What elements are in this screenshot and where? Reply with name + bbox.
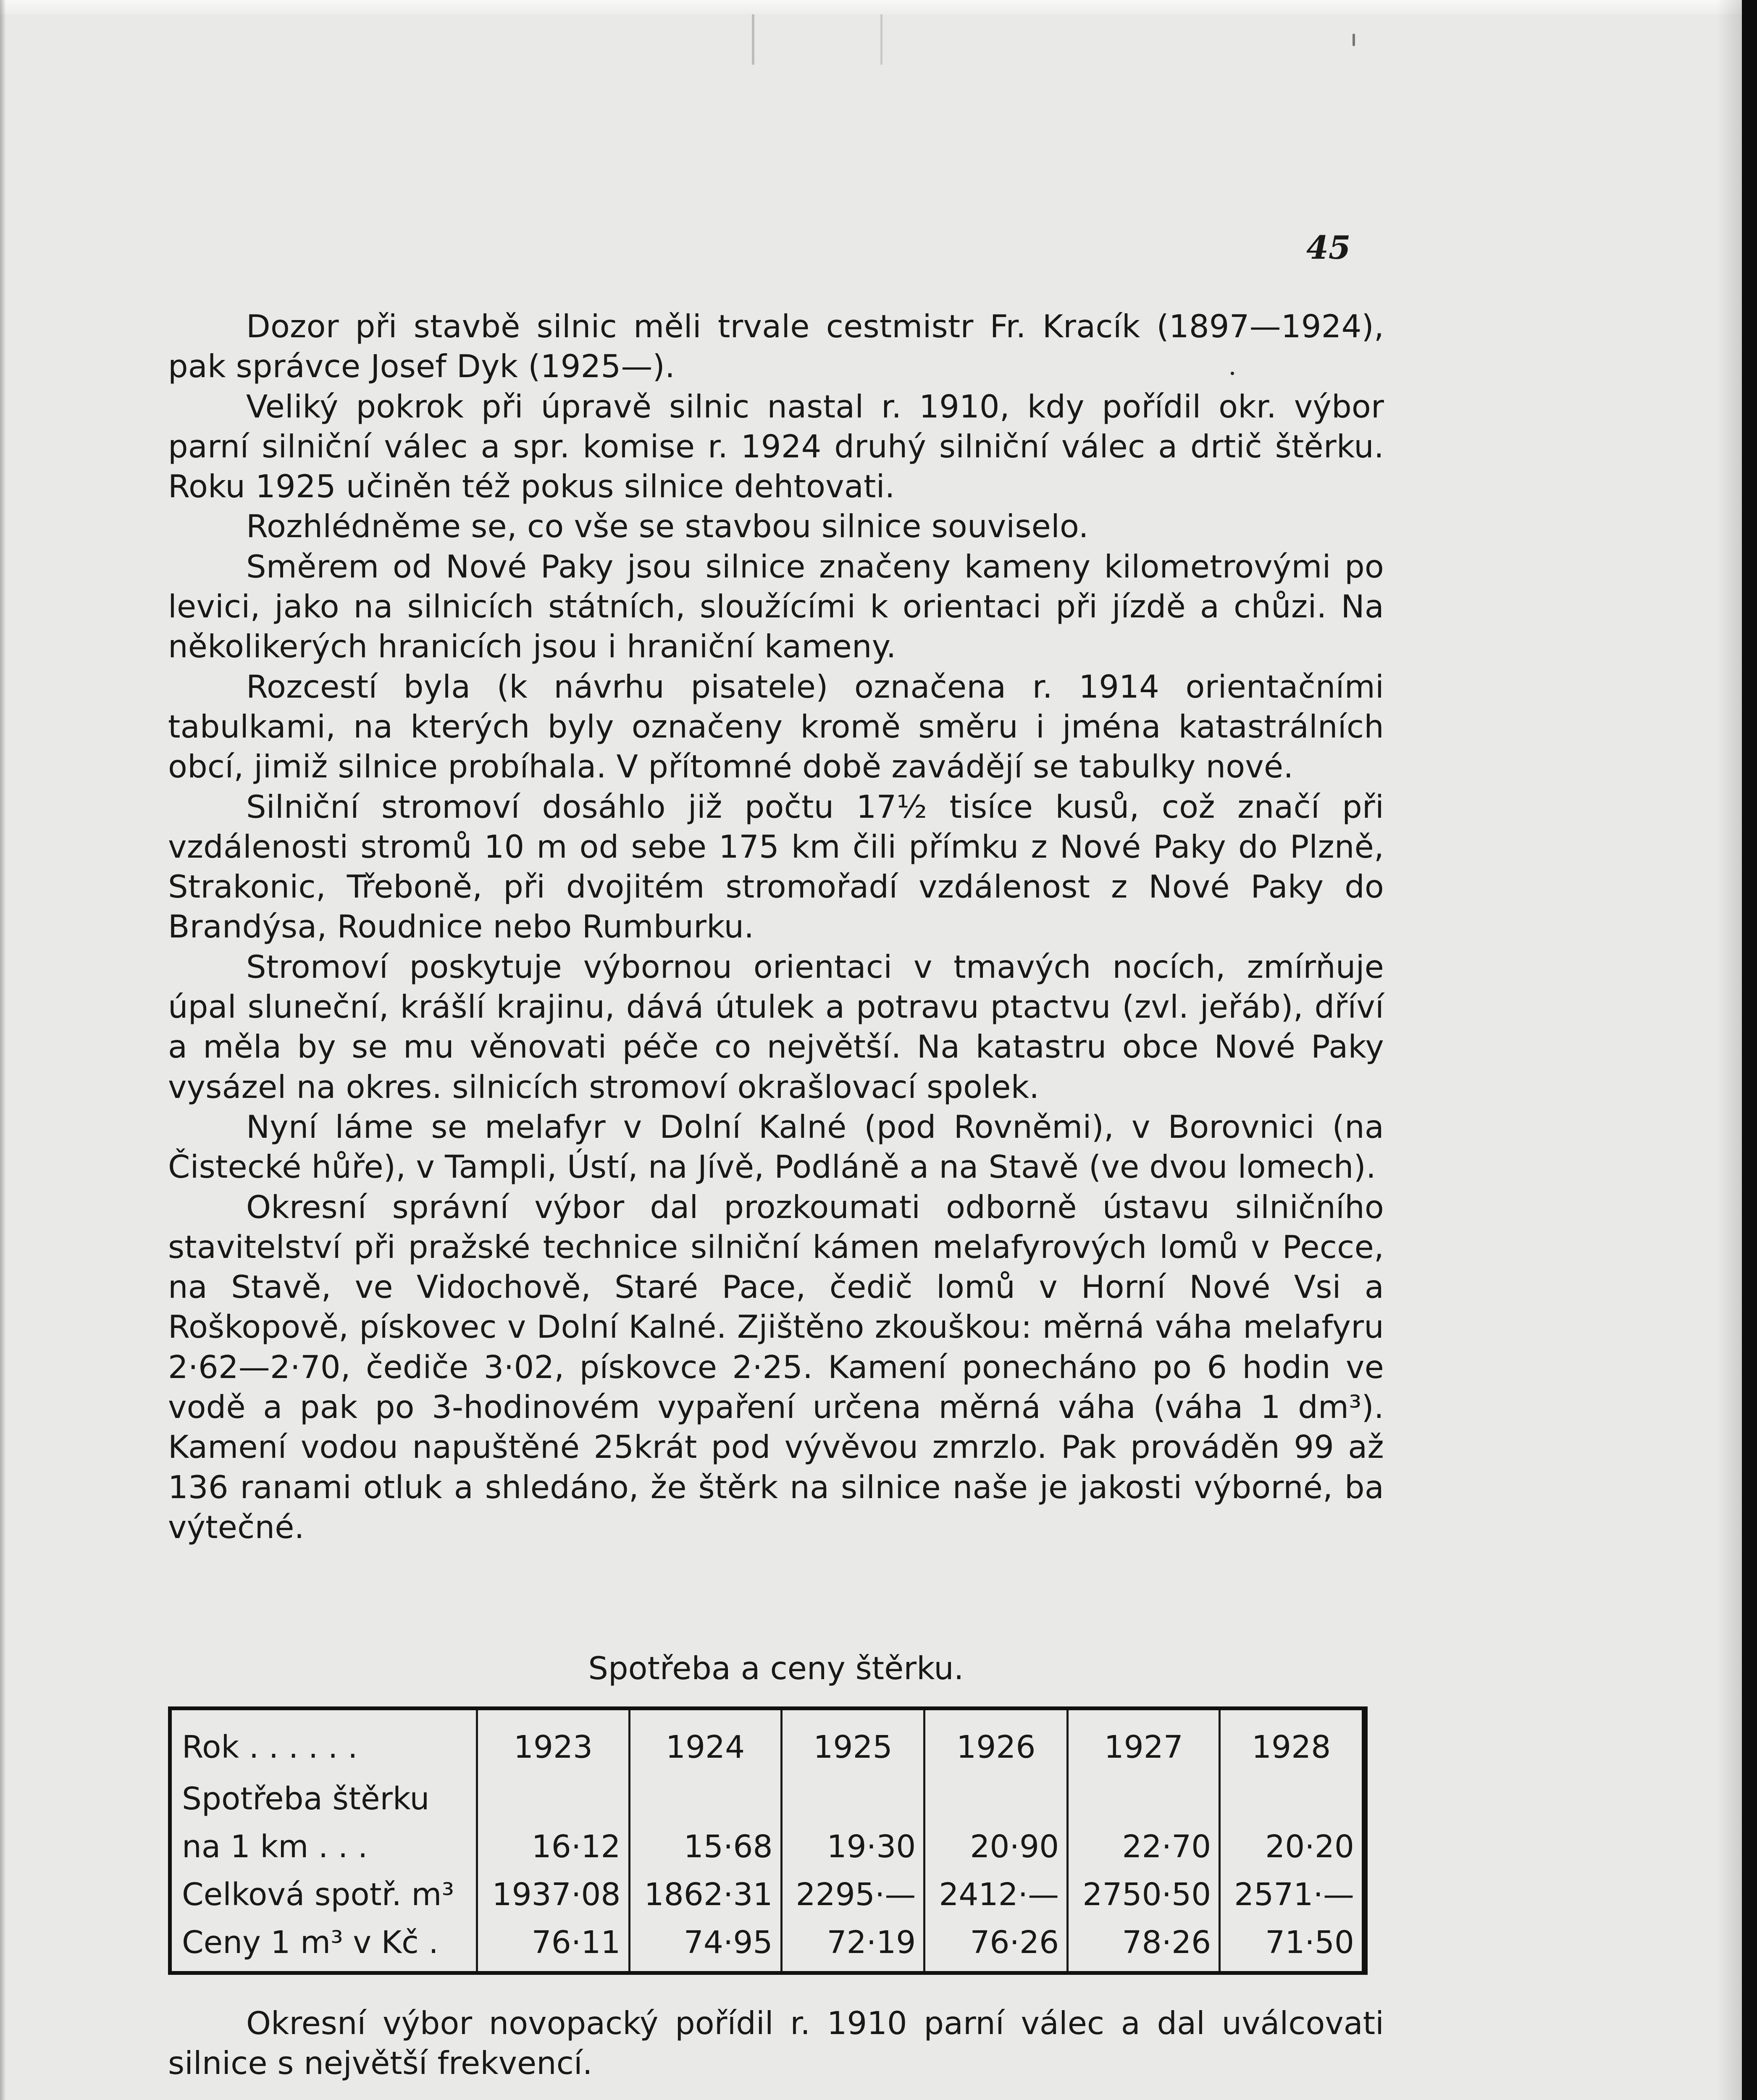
table-cell: 1862·31	[629, 1875, 781, 1923]
body-text	[168, 307, 1384, 1547]
paragraph: Okresní správní výbor dal prozkoumati odborně ústavu silničního stavitelství při pražské technice silniční kámen melafyrových lomů v Pecce, na Stavě, ve Vidochově, Staré Pace, čedič lomů v Horní Nové Vsi a Roškopově, pískovec v Dolní Kalné. Zjištěno zkouškou: měrná váha melafyru 2·62—2·70, čediče 3·02, pískovce 2·25. Kamení ponecháno po 6 hodin ve vodě a pak po 3-hodinovém vypaření určena měrná váha (váha 1 dm³). Kamení vodou napuštěné 25krát pod vývěvou zmrzlo. Pak prováděn 99 až 136 ranami otluk a shledáno, že štěrk na silnice naše je jakosti výborné, ba výtečné.	[168, 1188, 1384, 1546]
paragraph: Směrem od Nové Paky jsou silnice značeny kameny kilometrovými po levici, jako na silnicích státních, sloužícími k orientaci při jízdě a chůzi. Na několikerých hranicích jsou i hraniční kameny.	[168, 548, 1384, 665]
table-cell: 15·68	[629, 1827, 781, 1875]
table-cell: 16·12	[477, 1827, 629, 1875]
row-label: Celková spotř. m³	[182, 1877, 454, 1913]
table-row-consumption-per-km	[172, 1827, 1362, 1875]
paragraph: Rozcestí byla (k návrhu pisatele) označena r. 1914 orientačními tabulkami, na kterých byly označeny kromě směru i jména katastrálních obcí, jimiž silnice probíhala. V přítomné době zavádějí se tabulky nové.	[168, 668, 1384, 785]
page-number: 45	[1306, 229, 1351, 266]
paragraph: Silniční stromoví dosáhlo již počtu 17½ tisíce kusů, což značí při vzdálenosti stromů 10 m od sebe 175 km čili přímku z Nové Paky do Plzně, Strakonic, Třeboně, při dvojitém stromořadí vzdálenost z Nové Paky do Brandýsa, Roudnice nebo Rumburku.	[168, 788, 1384, 945]
table-cell: 1937·08	[477, 1875, 629, 1923]
footer-paragraph: Okresní výbor novopacký pořídil r. 1910 parní válec a dal uválcovati silnice s největší frekvencí.	[168, 2005, 1384, 2082]
table-cell: 2295·—	[781, 1875, 924, 1923]
table-cell: 20·90	[924, 1827, 1068, 1875]
gravel-table	[168, 1706, 1368, 1975]
year-cell: 1927	[1068, 1710, 1220, 1780]
table-row-prices	[172, 1923, 1362, 1971]
row-label: na 1 km . . .	[182, 1829, 368, 1865]
row-label: Ceny 1 m³ v Kč .	[182, 1924, 439, 1961]
scan-left-edge	[0, 0, 6, 2100]
year-cell: 1928	[1220, 1710, 1362, 1780]
table-cell: 74·95	[629, 1923, 781, 1971]
table-row-consumption-label	[172, 1780, 1362, 1827]
paragraph: Stromoví poskytuje výbornou orientaci v tmavých nocích, zmírňuje úpal sluneční, krášlí krajinu, dává útulek a potravu ptactvu (zvl. jeřáb), dříví a měla by se mu věnovati péče co největší. Na katastru obce Nové Paky vysázel na okres. silnicích stromoví okrašlovací spolek.	[168, 948, 1384, 1105]
table-row-years	[172, 1710, 1362, 1780]
paragraph: Dozor při stavbě silnic měli trvale cestmistr Fr. Kracík (1897—1924), pak správce Josef Dyk (1925—).	[168, 308, 1384, 385]
table-cell: 72·19	[781, 1923, 924, 1971]
table-cell: 76·26	[924, 1923, 1068, 1971]
row-label: Spotřeba štěrku	[182, 1781, 430, 1817]
row-label: Rok . . . . . .	[182, 1729, 358, 1765]
table-cell: 71·50	[1220, 1923, 1362, 1971]
scan-top-edge	[0, 0, 1757, 14]
table-row-total-consumption	[172, 1875, 1362, 1923]
table-cell: 78·26	[1068, 1923, 1220, 1971]
year-cell: 1926	[924, 1710, 1068, 1780]
scan-speck	[1231, 372, 1234, 375]
table-cell: 20·20	[1220, 1827, 1362, 1875]
paragraph: Nyní láme se melafyr v Dolní Kalné (pod Rovněmi), v Borovnici (na Čistecké hůře), v Tampli, Ústí, na Jívě, Podláně a na Stavě (ve dvou lomech).	[168, 1108, 1384, 1186]
gravel-table-grid	[172, 1710, 1362, 1971]
paragraph: Veliký pokrok při úpravě silnic nastal r. 1910, kdy pořídil okr. výbor parní silniční válec a spr. komise r. 1924 druhý silniční válec a drtič štěrku. Roku 1925 učiněn též pokus silnice dehtovati.	[168, 388, 1384, 505]
scan-speck	[1353, 34, 1355, 46]
year-cell: 1925	[781, 1710, 924, 1780]
table-cell: 22·70	[1068, 1827, 1220, 1875]
year-cell: 1923	[477, 1710, 629, 1780]
table-cell: 2412·—	[924, 1875, 1068, 1923]
paragraph: Rozhlédněme se, co vše se stavbou silnice souviselo.	[246, 508, 1089, 545]
table-cell: 2571·—	[1220, 1875, 1362, 1923]
table-cell: 19·30	[781, 1827, 924, 1875]
year-cell: 1924	[629, 1710, 781, 1780]
table-cell: 2750·50	[1068, 1875, 1220, 1923]
table-caption: Spotřeba a ceny štěrku.	[588, 1650, 964, 1687]
scan-right-edge	[1742, 0, 1757, 2100]
scan-right-shadow	[1717, 0, 1742, 2100]
scan-tab-mark	[752, 14, 882, 65]
table-cell: 76·11	[477, 1923, 629, 1971]
